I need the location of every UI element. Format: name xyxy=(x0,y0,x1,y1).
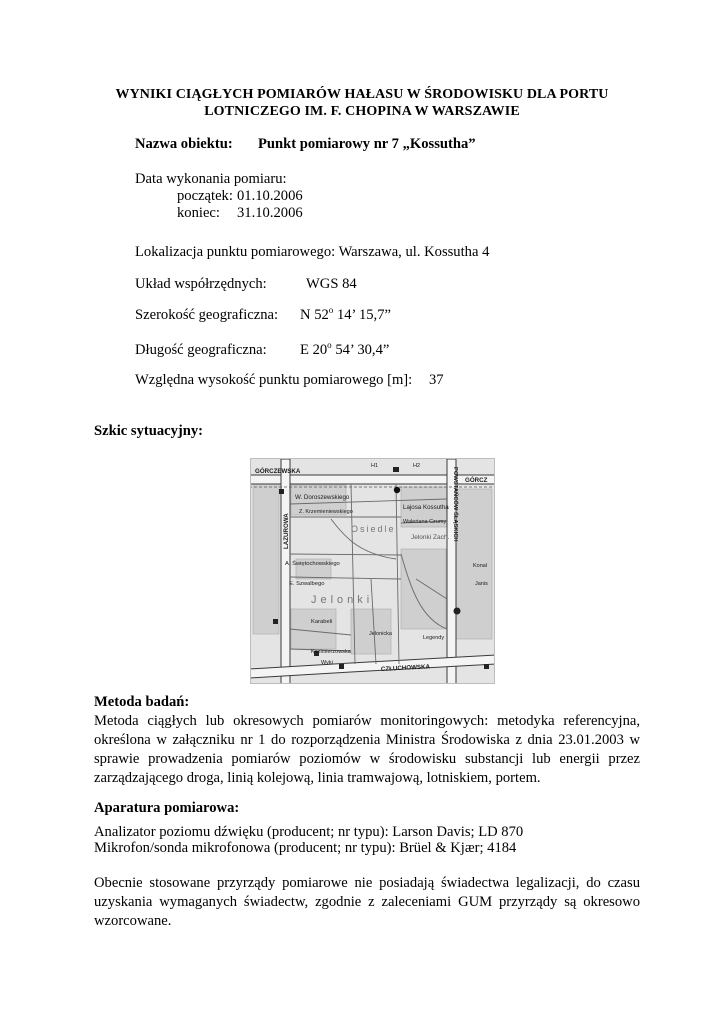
map-label-gorczewska: GÓRCZEWSKA xyxy=(255,468,301,475)
location-text: Lokalizacja punktu pomiarowego: Warszawa, ul. Kossutha 4 xyxy=(135,244,490,260)
map-label-czumy: Waleriana Czumy xyxy=(403,519,447,525)
start-label: początek: xyxy=(177,188,233,204)
map-label-kossutha: Lajosa Kossutha xyxy=(403,504,449,511)
map-label-kazmierzowska: Kazimierzowska xyxy=(311,649,351,655)
map-label-lazurowa: LAZUROWA xyxy=(283,513,290,549)
map-label-czluchowska: CZŁUCHOWSKA xyxy=(380,663,431,673)
map-label-powstancow: POWSTAŃCÓW ŚLĄSKICH xyxy=(452,467,458,542)
measurement-date-heading: Data wykonania pomiaru: xyxy=(135,171,287,187)
map-label-wyki: Wyki xyxy=(321,660,333,666)
map-label-osiedle: Osiedle xyxy=(351,524,396,534)
longitude-value: E 20$^o$ 54’ 30,4” xyxy=(300,340,390,358)
coord-system-value: WGS 84 xyxy=(306,276,357,292)
object-label: Nazwa obiektu: xyxy=(135,136,233,152)
calibration-note: Obecnie stosowane przyrządy pomiarowe nie posiadają świadectwa legalizacji, do czasu uzyskania wymaganych świadectw, zgodnie z zaleceniami GUM przyrządy są okresowo wzorcowane. xyxy=(94,875,640,929)
map-label-legendy: Legendy xyxy=(423,635,445,641)
apparatus-line-1: Analizator poziomu dźwięku (producent; nr typu): Larson Davis; LD 870 xyxy=(94,824,524,840)
end-label: koniec: xyxy=(177,205,220,221)
apparatus-heading: Aparatura pomiarowa: xyxy=(94,800,240,816)
map-label-doroszewskiego: W. Doroszewskiego xyxy=(295,494,350,501)
end-value: 31.10.2006 xyxy=(237,205,303,221)
sketch-heading: Szkic sytuacyjny: xyxy=(94,423,204,439)
method-text: Metoda ciągłych lub okresowych pomiarów monitoringowych: metodyka referencyjna, określona w załączniku nr 1 do rozporządzenia Ministra Środowiska z dnia 23.01.2003 w sprawie prowadzenia pomiarów poziomów w środowisku substancji lub energii przez zarządzającego droga, linią kolejową, linia tramwajową, lotniskiem, portem. xyxy=(94,713,640,786)
latitude-value: N 52$^o$ 14’ 15,7” xyxy=(300,305,391,323)
map-label-swietochowskiego: A. Świętochowskiego xyxy=(285,561,340,567)
measurement-point-marker xyxy=(394,487,400,493)
longitude-label: Długość geograficzna: xyxy=(135,342,267,358)
map-label-gorcz: GÓRCZ xyxy=(465,477,488,484)
coord-system-label: Układ współrzędnych: xyxy=(135,276,267,292)
location-map xyxy=(250,458,495,684)
height-label: Względna wysokość punktu pomiarowego [m]: xyxy=(135,372,413,388)
map-label-karabeli: Karabeli xyxy=(311,619,333,625)
map-label-janis: Janis xyxy=(475,581,488,587)
map-label-jelonki: Jelonki xyxy=(311,594,374,606)
apparatus-line-2: Mikrofon/sonda mikrofonowa (producent; nr typu): Brüel & Kjær; 4184 xyxy=(94,840,517,856)
map-label-h1: H1 xyxy=(371,463,379,469)
map-label-szwalbego: E. Szwalbego xyxy=(289,581,325,587)
map-label-h2: H2 xyxy=(413,463,421,469)
map-label-jelonki-zach: Jelonki Zach. xyxy=(411,534,450,541)
map-label-jelonicka: Jelonicka xyxy=(369,631,392,637)
method-heading: Metoda badań: xyxy=(94,694,190,710)
height-value: 37 xyxy=(429,372,444,388)
object-value: Punkt pomiarowy nr 7 „Kossutha” xyxy=(258,136,476,152)
map-label-krzemieniewskiego: Z. Krzemieniewskiego xyxy=(299,509,353,515)
map-label-konal: Konal xyxy=(473,563,488,569)
title-line-1: WYNIKI CIĄGŁYCH POMIARÓW HAŁASU W ŚRODOWISKU DLA PORTU xyxy=(115,87,609,102)
title-line-2: LOTNICZEGO IM. F. CHOPINA W WARSZAWIE xyxy=(204,104,520,119)
latitude-label: Szerokość geograficzna: xyxy=(135,307,279,323)
start-value: 01.10.2006 xyxy=(237,188,303,204)
